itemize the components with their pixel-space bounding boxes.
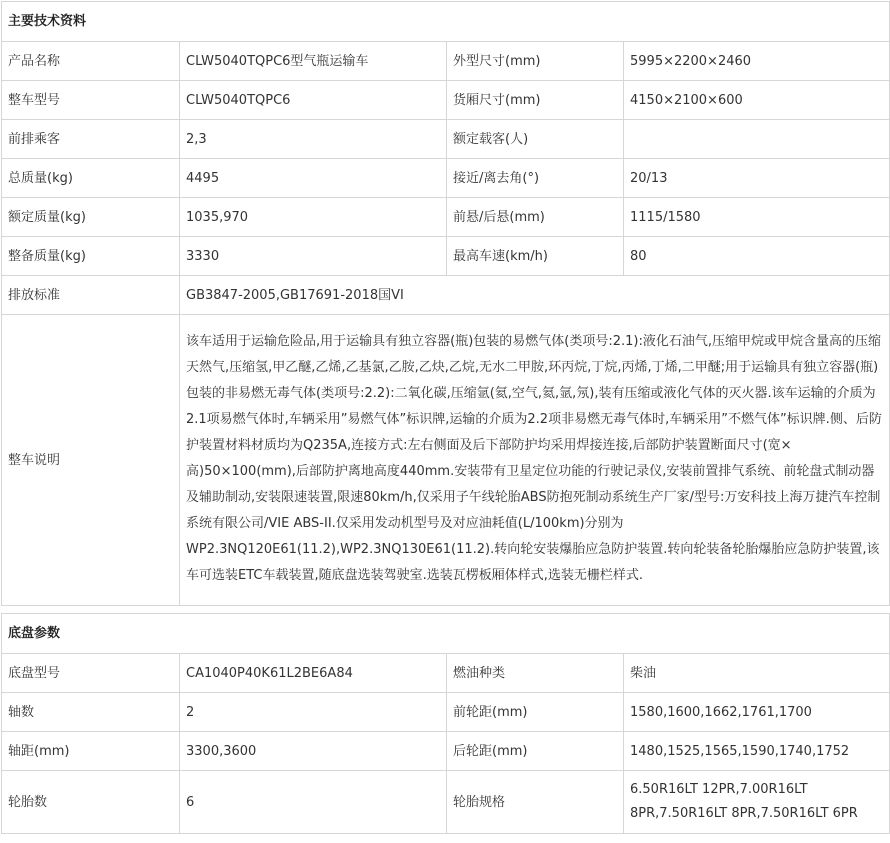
- rear-track-label: 后轮距(mm): [447, 732, 624, 771]
- emission-standard-value: GB3847-2005,GB17691-2018国VI: [180, 276, 890, 315]
- wheelbase-value: 3300,3600: [180, 732, 447, 771]
- rated-mass-value: 1035,970: [180, 198, 447, 237]
- emission-standard-label: 排放标准: [2, 276, 180, 315]
- max-speed-value: 80: [624, 237, 890, 276]
- table-row: [2, 771, 890, 834]
- product-name-value: CLW5040TQPC6型气瓶运输车: [180, 42, 447, 81]
- vehicle-description-label: 整车说明: [2, 315, 180, 606]
- chassis-spec-table: [1, 613, 890, 834]
- front-passengers-label: 前排乘客: [2, 120, 180, 159]
- gross-mass-value: 4495: [180, 159, 447, 198]
- table-row: [2, 315, 890, 606]
- table-row: [2, 654, 890, 693]
- front-rear-overhang-value: 1115/1580: [624, 198, 890, 237]
- wheelbase-label: 轴距(mm): [2, 732, 180, 771]
- table-row: [2, 732, 890, 771]
- fuel-type-value: 柴油: [624, 654, 890, 693]
- fuel-type-label: 燃油种类: [447, 654, 624, 693]
- product-name-label: 产品名称: [2, 42, 180, 81]
- front-track-label: 前轮距(mm): [447, 693, 624, 732]
- rated-passengers-label: 额定载客(人): [447, 120, 624, 159]
- table-row: [2, 159, 890, 198]
- chassis-section-title: 底盘参数: [2, 614, 890, 654]
- chassis-model-label: 底盘型号: [2, 654, 180, 693]
- table-row: [2, 81, 890, 120]
- vehicle-description-value: 该车适用于运输危险品,用于运输具有独立容器(瓶)包装的易燃气体(类项号:2.1):液化石油气,压缩甲烷或甲烷含量高的压缩天然气,压缩氢,甲乙醚,乙烯,乙基氯,乙胺,乙炔,乙烷,无水二甲胺,环丙烷,丁烷,丙烯,丁烯,二甲醚;用于运输具有独立容器(瓶)包装的非易燃无毒气体(类项号:2.2):二氧化碳,压缩氩(氦,空气,氦,氩,氖),装有压缩或液化气体的灭火器.该车运输的介质为2.1项易燃气体时,车辆采用”易燃气体”标识牌,运输的介质为2.2项非易燃无毒气体时,车辆采用”不燃气体”标识牌.侧、后防护装置材料材质均为Q235A,连接方式:左右侧面及后下部防护均采用焊接连接,后部防护装置断面尺寸(宽×高)50×100(mm),后部防护离地高度440mm.安装带有卫星定位功能的行驶记录仪,安装前置排气系统、前轮盘式制动器及辅助制动,安装限速装置,限速80km/h,仅采用子午线轮胎ABS防抱死制动系统生产厂家/型号:万安科技上海万捷汽车控制系统有限公司/VIE ABS-II.仅采用发动机型号及对应油耗值(L/100km)分别为WP2.3NQ120E61(11.2),WP2.3NQ130E61(11.2).转向轮安装爆胎应急防护装置.转向轮装备轮胎爆胎应急防护装置,该车可选装ETC车载装置,随底盘选装驾驶室.选装瓦楞板厢体样式,选装无栅栏样式.: [180, 315, 890, 606]
- rated-mass-label: 额定质量(kg): [2, 198, 180, 237]
- table-row: [2, 42, 890, 81]
- rated-passengers-value: [624, 120, 890, 159]
- tire-count-label: 轮胎数: [2, 771, 180, 834]
- vehicle-model-label: 整车型号: [2, 81, 180, 120]
- tire-count-value: 6: [180, 771, 447, 834]
- table-row: [2, 693, 890, 732]
- curb-mass-label: 整备质量(kg): [2, 237, 180, 276]
- main-spec-table: [1, 1, 890, 606]
- chassis-model-value: CA1040P40K61L2BE6A84: [180, 654, 447, 693]
- gross-mass-label: 总质量(kg): [2, 159, 180, 198]
- axle-count-label: 轴数: [2, 693, 180, 732]
- max-speed-label: 最高车速(km/h): [447, 237, 624, 276]
- cargo-box-dimensions-label: 货厢尺寸(mm): [447, 81, 624, 120]
- front-track-value: 1580,1600,1662,1761,1700: [624, 693, 890, 732]
- main-section-header: [2, 2, 890, 42]
- rear-track-value: 1480,1525,1565,1590,1740,1752: [624, 732, 890, 771]
- vehicle-model-value: CLW5040TQPC6: [180, 81, 447, 120]
- overall-dimensions-label: 外型尺寸(mm): [447, 42, 624, 81]
- table-row: [2, 120, 890, 159]
- axle-count-value: 2: [180, 693, 447, 732]
- table-row: [2, 237, 890, 276]
- approach-departure-angle-value: 20/13: [624, 159, 890, 198]
- chassis-section-header: [2, 614, 890, 654]
- main-section-title: 主要技术资料: [2, 2, 890, 42]
- table-row: [2, 276, 890, 315]
- approach-departure-angle-label: 接近/离去角(°): [447, 159, 624, 198]
- tire-spec-label: 轮胎规格: [447, 771, 624, 834]
- cargo-box-dimensions-value: 4150×2100×600: [624, 81, 890, 120]
- front-passengers-value: 2,3: [180, 120, 447, 159]
- overall-dimensions-value: 5995×2200×2460: [624, 42, 890, 81]
- tire-spec-value: 6.50R16LT 12PR,7.00R16LT 8PR,7.50R16LT 8PR,7.50R16LT 6PR: [624, 771, 890, 834]
- table-row: [2, 198, 890, 237]
- front-rear-overhang-label: 前悬/后悬(mm): [447, 198, 624, 237]
- curb-mass-value: 3330: [180, 237, 447, 276]
